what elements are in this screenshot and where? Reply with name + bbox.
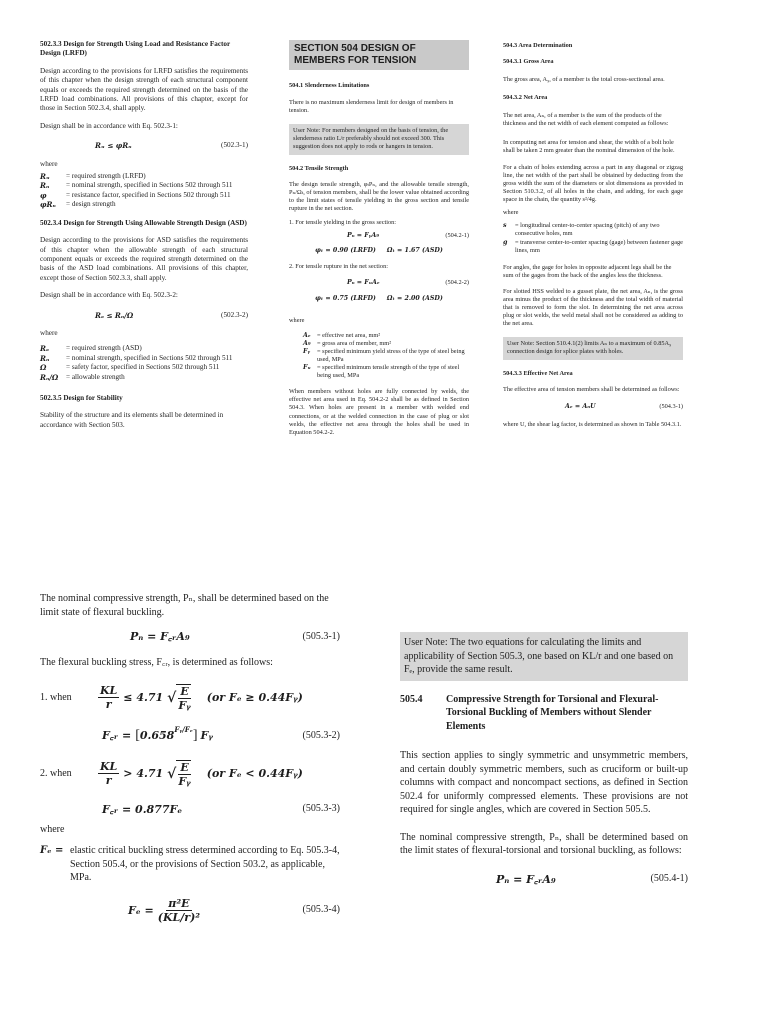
definition-row <box>40 191 248 200</box>
paragraph: For a chain of holes extending across a part in any diagonal or zigzag line, the net width of the part shall be obtained by deducting from the gross width the sum of the diameters or slot dimensions as provided in Section 510.3.2, of all holes in the chain, and adding, for each gage space in the chain, the quantity s²/4g. <box>503 163 683 204</box>
equation-505-3-1 <box>40 629 340 644</box>
symbol: A₉ <box>303 339 311 347</box>
slenderness-fraction <box>98 760 119 787</box>
equation-504-2-2 <box>289 279 469 287</box>
definition-row <box>40 354 248 363</box>
definition: = allowable strength <box>66 372 125 381</box>
section-504-title: SECTION 504 DESIGN OF MEMBERS FOR TENSION <box>289 40 469 70</box>
definition: = effective net area, mm² <box>317 331 381 339</box>
list-item: 2. For tensile rupture in the net section: <box>289 263 388 271</box>
paragraph: For slotted HSS welded to a gusset plate, the net area, Aₙ, is the gross area minus the product of the thickness and the total width of material that is removed to form the slot. In determining the net area across plug or slot welds, the weld metal shall not be considered as adding to the net area. <box>503 287 683 328</box>
paragraph: For angles, the gage for holes in opposite adjacent legs shall be the sum of the gages from the back of the angles less the thickness. <box>503 263 672 279</box>
heading-504-2: 504.2 Tensile Strength <box>289 164 349 172</box>
definition-row <box>303 364 469 380</box>
buckling-fraction <box>158 897 200 924</box>
equation-number: (505.3-2) <box>302 729 340 741</box>
definition: = gross area of member, mm² <box>317 339 392 347</box>
relation: > 4.71 <box>123 767 164 780</box>
equation-text: Pₙ = FᵧA₉ <box>347 232 380 240</box>
symbol: Fᵤ <box>303 364 311 372</box>
definition-row <box>40 181 248 190</box>
paragraph: The design tensile strength, φₜPₙ, and the allowable tensile strength, Pₙ/Ωₜ, of tension members, shall be the lower value obtained according to the limit states of tensile yielding in the gross section and tensile rupture in the net section. <box>289 180 469 212</box>
definition: = specified minimum tensile strength of the type of steel being used, MPa <box>317 364 460 380</box>
equation-number: (505.3-1) <box>302 630 340 642</box>
definition: = longitudinal center-to-center spacing (pitch) of any two consecutive holes, mm <box>515 222 660 238</box>
definition-row <box>40 172 248 181</box>
list-item: 1. For tensile yielding in the gross section: <box>289 219 397 227</box>
paragraph: The gross area, A₉, of a member is the total cross-sectional area. <box>503 76 665 84</box>
heading-504-3-1: 504.3.1 Gross Area <box>503 58 554 66</box>
heading-text: Compressive Strength for Torsional and Flexural-Torsional Buckling of Members without Slender Elements <box>446 693 659 732</box>
definitions-list <box>40 344 248 382</box>
equation-number: (504.3-1) <box>659 402 683 410</box>
where-label: where <box>289 316 305 324</box>
fraction-denominator: Fᵧ <box>178 698 191 712</box>
symbol: Rₐ <box>40 344 49 354</box>
column-3 <box>503 42 683 429</box>
definitions-list <box>503 222 683 254</box>
fraction-denominator: r <box>105 698 112 711</box>
equation-number: (505.3-4) <box>302 904 340 916</box>
paragraph: The effective area of tension members shall be determined as follows: <box>503 385 680 393</box>
equation-number: (504.2-1) <box>445 232 469 240</box>
user-note: User Note: For members designed on the basis of tension, the slenderness ratio L/r preferably should not exceed 300. This suggestion does not apply to rods or hangers in tension. <box>289 124 469 154</box>
definition-row <box>303 332 469 340</box>
paragraph: Design according to the provisions for ASD satisfies the requirements of this chapter when the allowable strength of each structural component equals or exceeds the required strength determined on the basis of the ASD load combinations. All provisions of this chapter, except those of Section 502.3.3, shall apply. <box>40 236 248 282</box>
equation-text: Pₙ = F꜀ᵣA₉ <box>496 872 556 886</box>
definitions-list <box>303 332 469 381</box>
paragraph: Design shall be in accordance with Eq. 502.3-1: <box>40 121 178 130</box>
equation-text: Aₑ = AₙU <box>565 402 596 410</box>
paragraph: The flexural buckling stress, F꜀ᵣ, is determined as follows: <box>40 657 273 668</box>
symbol: φ <box>40 190 47 200</box>
paragraph: There is no maximum slenderness limit for design of members in tension. <box>289 99 454 115</box>
definition-fe <box>40 844 340 885</box>
definition: = specified minimum yield stress of the type of steel being used, MPa <box>317 347 465 363</box>
square-root <box>167 684 191 712</box>
heading-504-1: 504.1 Slenderness Limitations <box>289 82 370 89</box>
equation-number: (505.3-3) <box>302 803 340 815</box>
slenderness-fraction <box>98 684 119 711</box>
equation-text: Pₙ = F꜀ᵣA₉ <box>130 630 190 643</box>
fraction-numerator: E <box>180 760 189 774</box>
symbol: φRₙ <box>40 200 56 210</box>
symbol: Ω <box>40 363 47 373</box>
equation-504-3-1 <box>503 403 683 411</box>
where-label: where <box>40 159 58 168</box>
equation-base: 0.658 <box>139 729 175 742</box>
heading-504-3: 504.3 Area Determination <box>503 42 573 49</box>
definition: = design strength <box>66 200 116 209</box>
fraction-denominator: r <box>105 774 112 787</box>
equation-text <box>102 725 213 744</box>
definition: = required strength (LRFD) <box>66 172 146 181</box>
equation-505-4-1 <box>400 872 688 887</box>
definitions-list <box>40 172 248 210</box>
heading-502-3-3: 502.3.3 Design for Strength Using Load and Resistance Factor Design (LRFD) <box>40 40 231 58</box>
definition-row <box>503 222 683 238</box>
definition-row <box>40 373 248 382</box>
equation-lhs: Fₑ = <box>128 903 154 917</box>
heading-number: 505.4 <box>400 693 423 705</box>
column-1 <box>40 40 248 430</box>
paragraph: In computing net area for tension and shear, the width of a bolt hole shall be taken 2 mm greater than the nominal dimension of the hole. <box>503 138 675 154</box>
symbol: Aₑ <box>303 331 311 339</box>
paragraph: The net area, Aₙ, of a member is the sum of the products of the thickness and the net width of each element computed as follows: <box>503 112 669 128</box>
equation-text: Rₐ ≤ Rₙ/Ω <box>95 310 134 320</box>
equation-502-3-2 <box>40 311 248 320</box>
fraction-numerator: π²E <box>168 896 190 910</box>
alternative-condition: (or Fₑ < 0.44Fᵧ) <box>206 767 303 780</box>
symbol: Rᵤ <box>40 172 50 182</box>
paragraph: The nominal compressive strength, Pₙ, shall be determined based on the limit states of flexural-torsional and torsional buckling, as follows: <box>400 831 688 856</box>
symbol: Rₙ/Ω <box>40 372 59 382</box>
definition: = nominal strength, specified in Sections 502 through 511 <box>66 181 233 190</box>
equation-504-2-1 <box>289 232 469 240</box>
equation-502-3-1 <box>40 141 248 150</box>
lower-left-section <box>40 592 340 924</box>
user-note: User Note: Section 510.4.1(2) limits Aₙ to a maximum of 0.85A₉ connection design for splice plates with holes. <box>503 337 683 359</box>
where-label: where <box>503 209 519 217</box>
paragraph: Design shall be in accordance with Eq. 502.3-2: <box>40 291 178 300</box>
definition-row <box>303 348 469 364</box>
definition: = transverse center-to-center spacing (gage) between fastener gage lines, mm <box>515 238 683 254</box>
fraction-numerator: E <box>180 684 189 698</box>
paragraph: where U, the shear lag factor, is determined as shown in Table 504.3.1. <box>503 420 682 428</box>
equation-505-3-2 <box>40 725 340 744</box>
paragraph: Design according to the provisions for LRFD satisfies the requirements of this chapter when the design strength of each structural component equals or exceeds the required strength determined on the basis of the LRFD load combinations. All provisions of this chapter, except for those in Section 502.3.4, shall apply. <box>40 66 248 113</box>
definition-row <box>303 340 469 348</box>
lower-right-section <box>400 632 688 887</box>
fraction-denominator: Fᵧ <box>178 774 191 788</box>
user-note: User Note: The two equations for calculating the limits and applicability of Section 505.3, one based on KL/r and one based on Fₑ, provide the same result. <box>400 632 688 681</box>
condition-label: 2. when <box>40 767 72 779</box>
symbol: g <box>503 238 508 246</box>
alternative-condition: (or Fₑ ≥ 0.44Fᵧ) <box>206 691 303 704</box>
equation-text: Rᵤ ≤ φRₙ <box>95 141 132 151</box>
equation-number: (502.3-1) <box>221 141 248 150</box>
symbol: Rₙ <box>40 353 50 363</box>
square-root <box>167 760 191 788</box>
fraction-denominator: (KL/r)² <box>157 910 201 924</box>
heading-504-3-2: 504.3.2 Net Area <box>503 94 548 102</box>
condition-label: 1. when <box>40 691 72 703</box>
equation-text: F꜀ᵣ = 0.877Fₑ <box>102 802 183 816</box>
equation-number: (504.2-2) <box>445 279 469 287</box>
radical-sign: √ <box>167 765 177 782</box>
definition-row <box>40 363 248 372</box>
equation-505-3-3 <box>40 802 340 817</box>
where-label: where <box>40 823 65 835</box>
definition-row <box>40 344 248 353</box>
symbol: s <box>503 222 507 230</box>
column-2 <box>289 40 469 437</box>
equation-rhs: Fᵧ <box>200 729 213 742</box>
bracket-left: [ <box>135 727 140 743</box>
definition-row <box>40 200 248 209</box>
condition-1 <box>40 684 340 712</box>
equation-factors: φₜ = 0.75 (LRFD) Ωₜ = 2.00 (ASD) <box>315 294 443 302</box>
equation-number: (502.3-2) <box>221 310 248 319</box>
paragraph: When members without holes are fully connected by welds, the effective net area used in Eq. 504.2-2 shall be as defined in Section 504.3. When holes are present in a member with welded end connections, or at the welded connection in the case of plug or slot welds, the effective net area through the holes shall be used in Equation 504.2-2. <box>289 388 469 436</box>
symbol: Fₑ = <box>40 845 64 856</box>
definition: = resistance factor, specified in Sections 502 through 511 <box>66 190 231 199</box>
definition: = nominal strength, specified in Sections 502 through 511 <box>66 353 233 362</box>
fraction-numerator: KL <box>100 684 118 697</box>
heading-502-3-5: 502.3.5 Design for Stability <box>40 393 123 402</box>
equation-lhs: F꜀ᵣ = <box>102 729 132 742</box>
symbol: Fᵧ <box>303 347 311 355</box>
definition: elastic critical buckling stress determined according to Eq. 505.3-4, Section 505.4, or the provisions of Section 503.2, as applicable, MPa. <box>70 845 340 883</box>
condition-2 <box>40 760 340 788</box>
symbol: Rₙ <box>40 181 50 191</box>
radical-sign: √ <box>167 689 177 706</box>
heading-505-4 <box>400 693 688 734</box>
definition: = required strength (ASD) <box>66 344 142 353</box>
equation-text: Pₙ = FᵤAₑ <box>347 279 380 287</box>
heading-504-3-3: 504.3.3 Effective Net Area <box>503 369 573 377</box>
paragraph: This section applies to singly symmetric and unsymmetric members, and certain doubly symmetric members, such as cruciform or built-up columns with compact and noncompact sections, as defined in Section 502.4 for uniformly compressed elements. These provisions are not required for single angles, which are covered in Section 505.5. <box>400 750 688 815</box>
where-label: where <box>40 328 58 337</box>
equation-exponent: Fᵧ/Fₑ <box>174 725 193 734</box>
relation: ≤ 4.71 <box>123 691 164 704</box>
equation-505-3-4 <box>40 897 340 924</box>
paragraph: Stability of the structure and its elements shall be determined in accordance with Section 503. <box>40 411 224 429</box>
bracket-right: ] <box>192 727 198 743</box>
definition-row <box>503 239 683 255</box>
paragraph: The nominal compressive strength, Pₙ, shall be determined based on the limit state of flexural buckling. <box>40 593 329 618</box>
fraction-numerator: KL <box>100 760 118 773</box>
heading-502-3-4: 502.3.4 Design for Strength Using Allowable Strength Design (ASD) <box>40 218 247 227</box>
definition: = safety factor, specified in Sections 502 through 511 <box>66 363 220 372</box>
equation-text <box>128 897 200 924</box>
equation-factors: φₜ = 0.90 (LRFD) Ωₜ = 1.67 (ASD) <box>315 247 443 255</box>
equation-number: (505.4-1) <box>650 873 688 885</box>
